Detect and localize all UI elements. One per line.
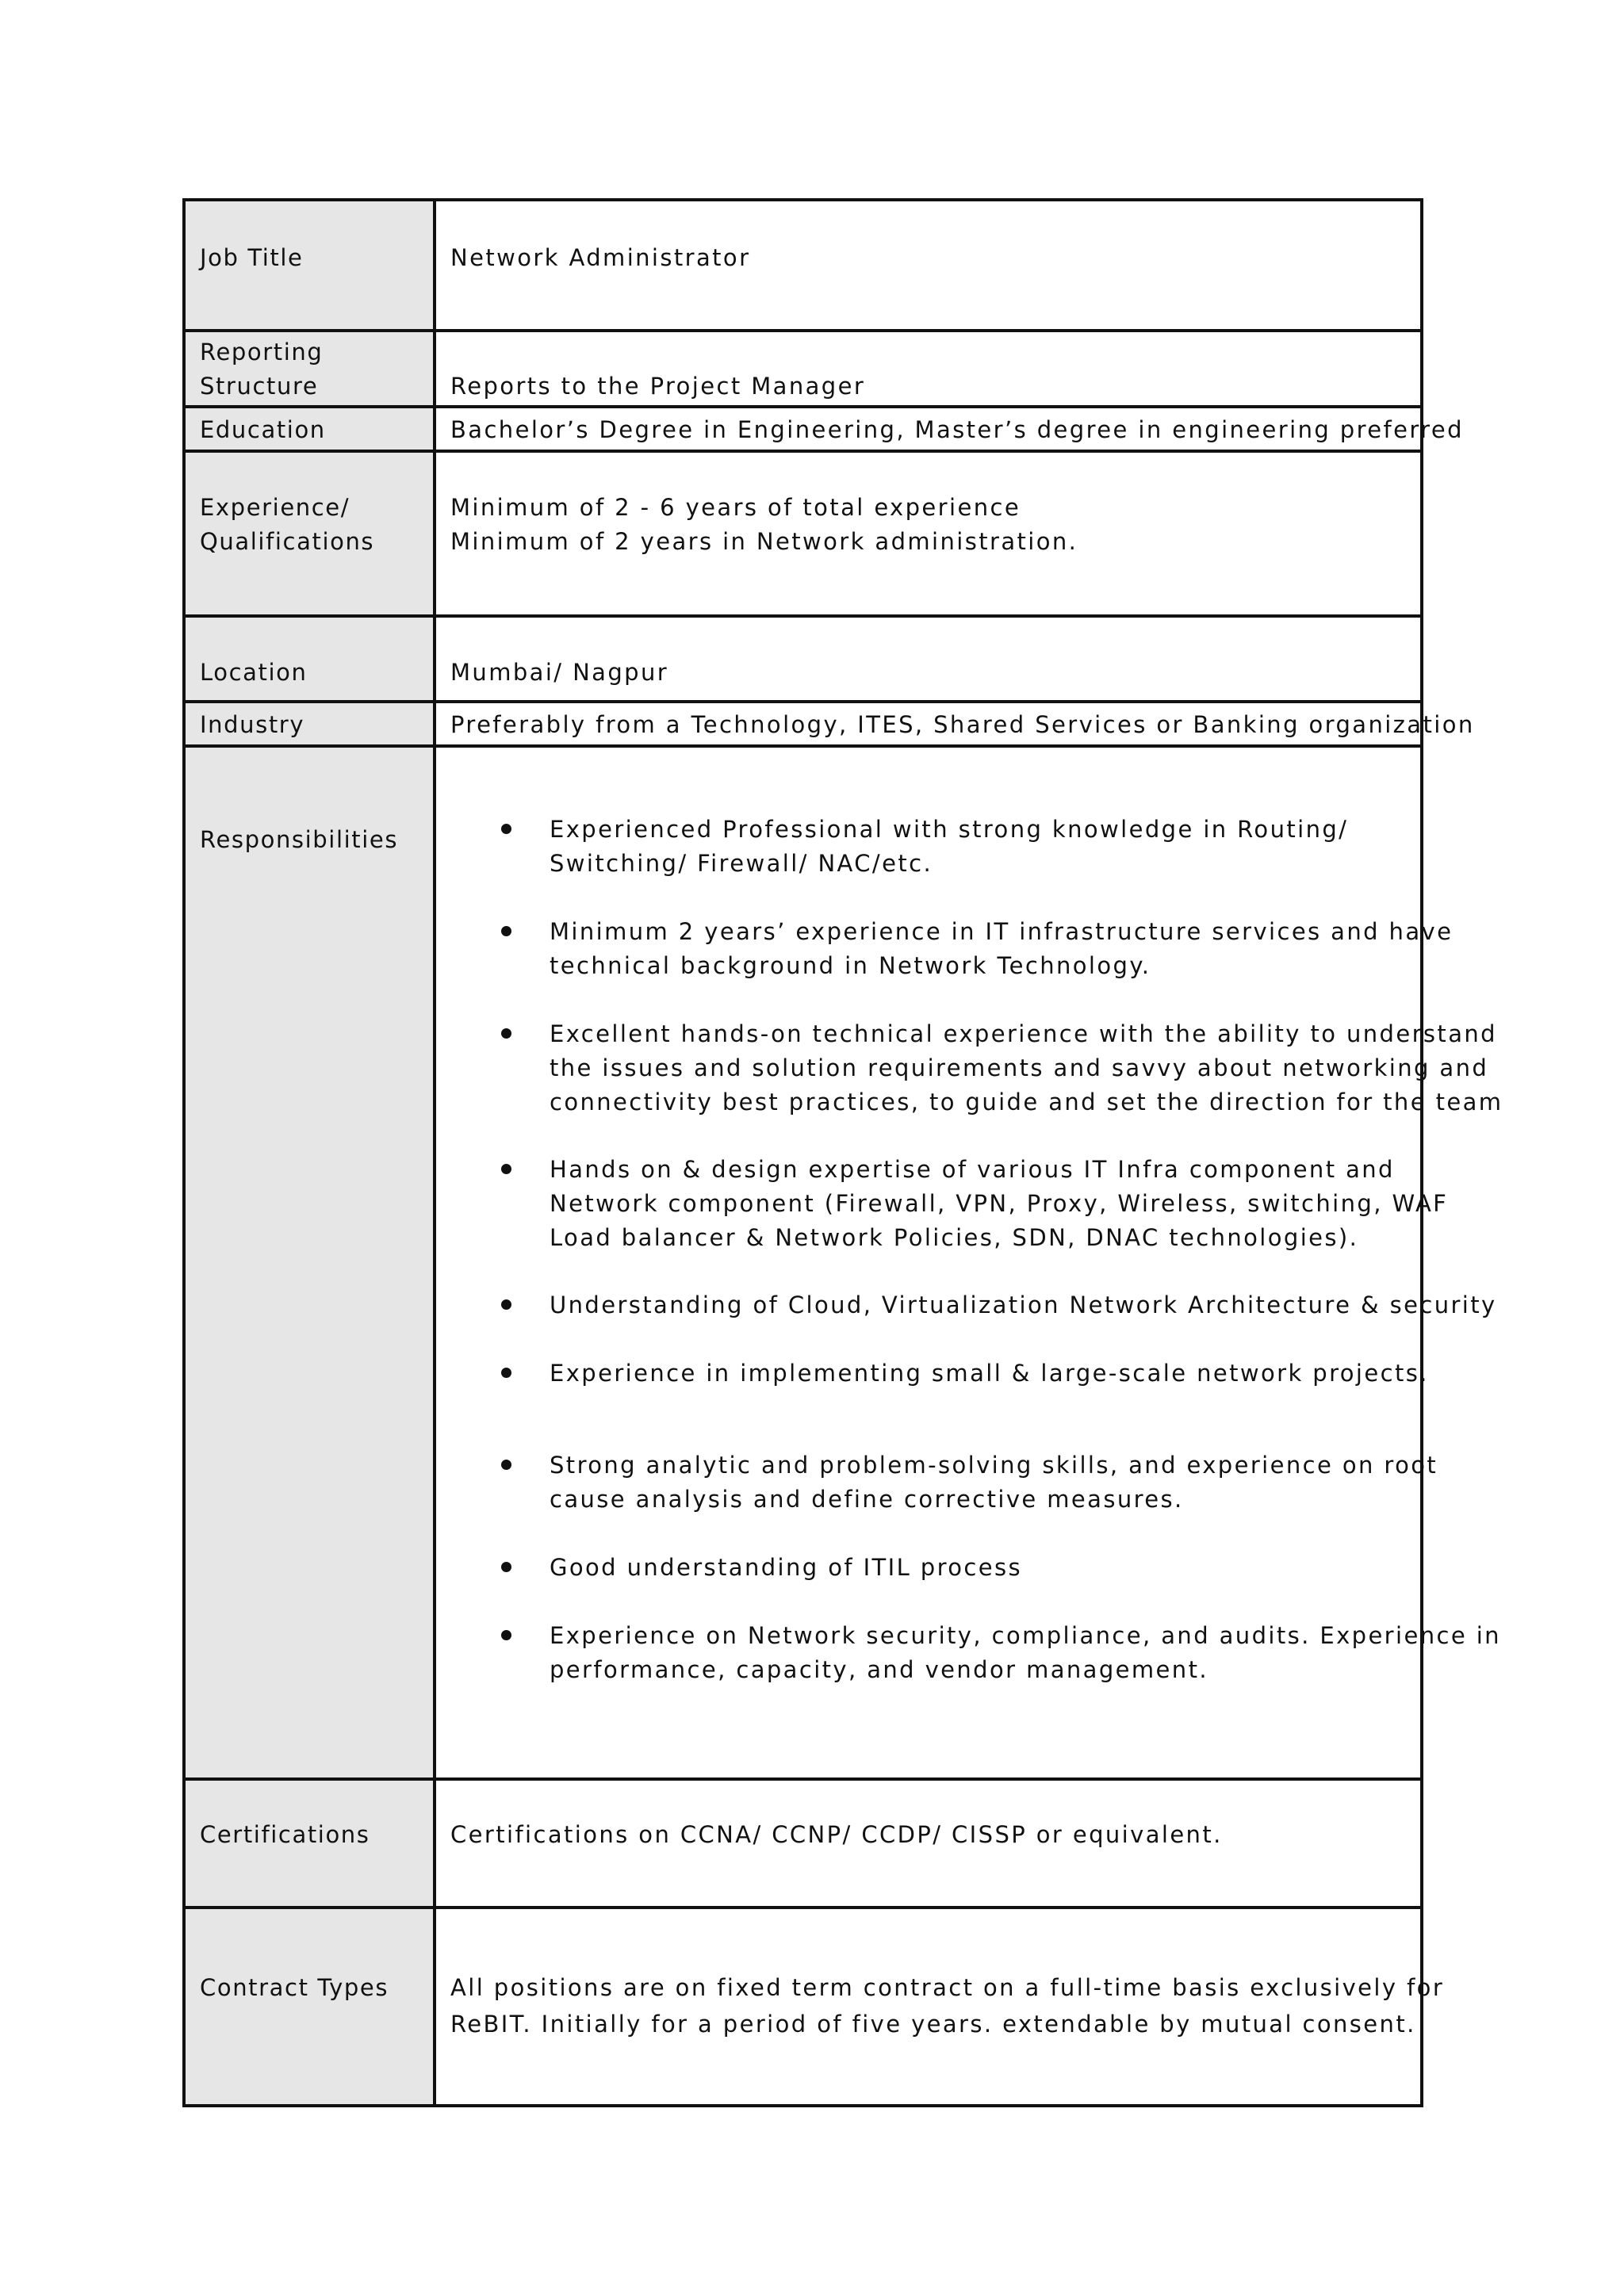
row-location — [184, 616, 1422, 702]
list-item-line: the issues and solution requirements and savvy about networking and — [550, 1054, 1489, 1081]
value-cell-certifications — [435, 1779, 1422, 1908]
bullet-dot-icon — [501, 824, 511, 834]
value-certifications: Certifications on CCNA/ CCNP/ CCDP/ CISSP or equivalent. — [450, 1821, 1223, 1848]
list-item-line: performance, capacity, and vendor management. — [550, 1656, 1208, 1683]
label-cell-reporting-structure — [184, 331, 435, 407]
value-location: Mumbai/ Nagpur — [450, 659, 669, 686]
row-reporting-structure — [184, 331, 1422, 407]
value-contract-line-1: All positions are on fixed term contract on a full-time basis exclusively for — [450, 1974, 1445, 2001]
value-cell-experience — [435, 451, 1422, 616]
responsibilities-list — [436, 748, 1503, 1777]
label-industry: Industry — [200, 711, 305, 738]
label-contract-types: Contract Types — [200, 1974, 389, 2001]
bullet-dot-icon — [501, 1562, 511, 1572]
label-reporting-line-2: Structure — [200, 373, 319, 400]
value-reporting-structure: Reports to the Project Manager — [450, 373, 866, 400]
list-item-line: Minimum 2 years’ experience in IT infrastructure services and have — [550, 918, 1454, 945]
label-cell-job-title — [184, 200, 435, 331]
label-cell-education — [184, 407, 435, 451]
bullet-dot-icon — [501, 1368, 511, 1378]
value-industry: Preferably from a Technology, ITES, Shared Services or Banking organization — [450, 711, 1475, 738]
label-experience-line-2: Qualifications — [200, 528, 375, 555]
bullet-dot-icon — [501, 1164, 511, 1174]
row-job-title — [184, 200, 1422, 331]
row-education — [184, 407, 1422, 451]
label-cell-industry — [184, 702, 435, 746]
bullet-dot-icon — [501, 1460, 511, 1470]
label-reporting-line-1: Reporting — [200, 339, 324, 365]
label-cell-responsibilities — [184, 746, 435, 1779]
list-item-line: cause analysis and define corrective measures. — [550, 1486, 1184, 1513]
label-certifications: Certifications — [200, 1821, 370, 1848]
list-item-line: Understanding of Cloud, Virtualization Network Architecture & security — [550, 1292, 1497, 1318]
value-contract-line-2: ReBIT. Initially for a period of five years. extendable by mutual consent. — [450, 2011, 1416, 2038]
list-item-line: Excellent hands-on technical experience with the ability to understand — [550, 1020, 1497, 1047]
list-item-line: Switching/ Firewall/ NAC/etc. — [550, 850, 933, 877]
list-item-line: Good understanding of ITIL process — [550, 1554, 1023, 1581]
label-cell-experience — [184, 451, 435, 616]
label-location: Location — [200, 659, 308, 686]
value-cell-contract-types — [435, 1908, 1445, 2106]
value-cell-reporting-structure — [435, 331, 1422, 407]
value-job-title: Network Administrator — [450, 244, 751, 271]
label-responsibilities: Responsibilities — [200, 826, 399, 853]
bullet-dot-icon — [501, 1028, 511, 1039]
job-description-table — [182, 198, 1503, 2107]
list-item-line: Experience in implementing small & large-scale network projects. — [550, 1360, 1429, 1387]
value-education: Bachelor’s Degree in Engineering, Master’s degree in engineering preferred — [450, 416, 1464, 443]
row-experience — [184, 451, 1422, 616]
list-item-line: Hands on & design expertise of various IT Infra component and — [550, 1156, 1395, 1183]
list-item-line: connectivity best practices, to guide and set the direction for the team — [550, 1089, 1503, 1115]
list-item-line: Experience on Network security, compliance, and audits. Experience in — [550, 1622, 1501, 1649]
bullet-dot-icon — [501, 926, 511, 936]
value-experience-line-1: Minimum of 2 - 6 years of total experience — [450, 494, 1021, 521]
list-item-line: technical background in Network Technology. — [550, 952, 1151, 979]
list-item-line: Experienced Professional with strong knowledge in Routing/ — [550, 816, 1349, 843]
label-job-title: Job Title — [200, 244, 304, 271]
row-industry — [184, 702, 1422, 746]
value-cell-job-title — [435, 200, 1422, 331]
label-education: Education — [200, 416, 326, 443]
list-item-line: Load balancer & Network Policies, SDN, DNAC technologies). — [550, 1224, 1359, 1251]
label-cell-contract-types — [184, 1908, 435, 2106]
bullet-dot-icon — [501, 1299, 511, 1310]
label-experience-line-1: Experience/ — [200, 494, 350, 521]
list-item-line: Strong analytic and problem-solving skills, and experience on root — [550, 1452, 1438, 1479]
row-certifications — [184, 1779, 1422, 1908]
value-cell-location — [435, 616, 1422, 702]
label-cell-location — [184, 616, 435, 702]
bullet-dot-icon — [501, 1630, 511, 1640]
value-cell-education — [435, 407, 1464, 451]
list-item-line: Network component (Firewall, VPN, Proxy, Wireless, switching, WAF — [550, 1190, 1449, 1217]
value-cell-responsibilities — [435, 746, 1503, 1779]
value-experience-line-2: Minimum of 2 years in Network administration. — [450, 528, 1078, 555]
row-contract-types — [184, 1908, 1422, 2106]
row-responsibilities — [184, 746, 1422, 1779]
label-cell-certifications — [184, 1779, 435, 1908]
value-cell-industry — [435, 702, 1475, 746]
